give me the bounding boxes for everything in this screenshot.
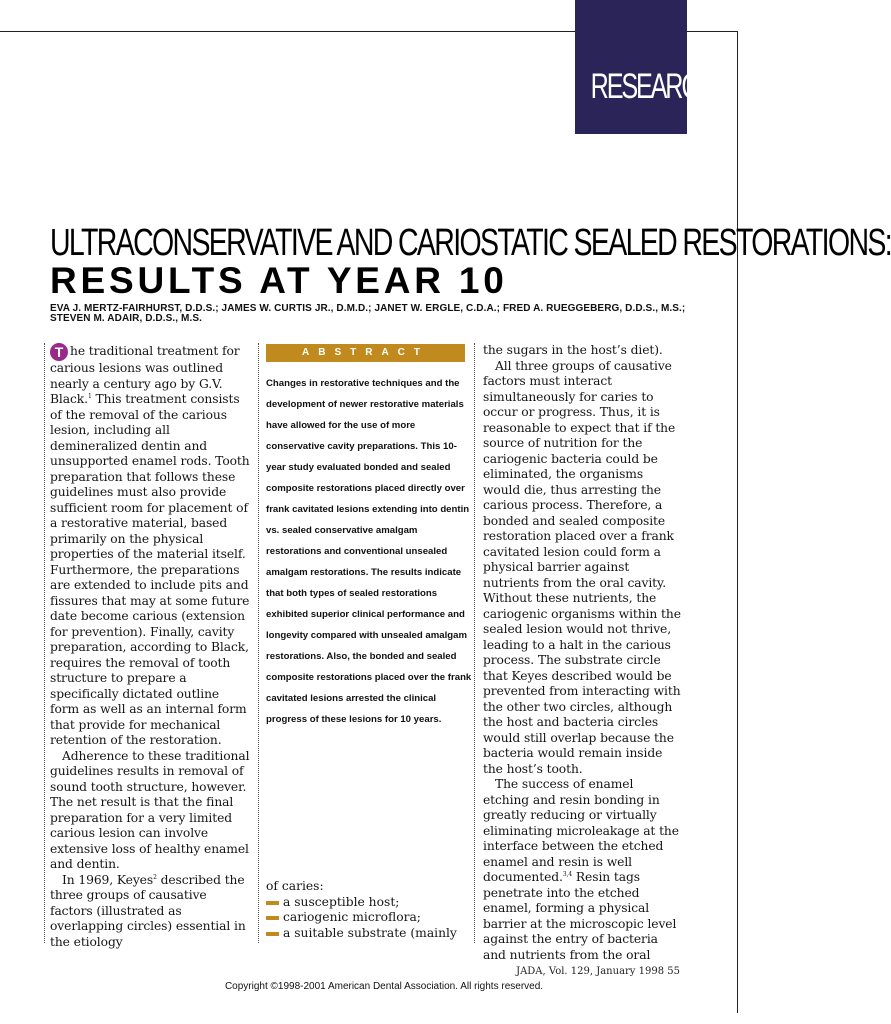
abstract-heading: ABSTRACT <box>266 344 465 362</box>
reference-marker: 2 <box>153 873 157 881</box>
list-item-text: a susceptible host; <box>283 894 400 909</box>
bullet-marker <box>266 932 279 936</box>
column-rule-left <box>44 343 45 943</box>
dropcap: T <box>50 343 68 361</box>
author-list: EVA J. MERTZ-FAIRHURST, D.D.S.; JAMES W. CURTIS JR., D.M.D.; JANET W. ERGLE, C.D.A.; FRED A. RUEGGEBERG, D.D.S., M.S.; STEVEN M. ADAIR, D.D.S., M.S. <box>50 303 686 324</box>
paragraph-text: This treatment consists of the removal of the carious lesion, including all demineralized dentin and unsupported enamel rods. Tooth preparation that follows these guidelines must also provide sufficient room for placement of a restorative material, based primarily on the physical properties of the material itself. Furthermore, the preparations are extended to include pits and fissures that may at some future date become carious (extension for prevention). Finally, cavity preparation, according to Black, requires the removal of tooth structure to prepare a specifically dictated outline form as well as an internal form that provide for mechanical retention of the restoration. <box>50 392 250 747</box>
caries-factor-list <box>266 895 471 942</box>
copyright-notice: Copyright ©1998-2001 American Dental Association. All rights reserved. <box>224 981 544 992</box>
article-title: ULTRACONSERVATIVE AND CARIOSTATIC SEALED RESTORATIONS: <box>50 222 891 264</box>
list-item-text: cariogenic microflora; <box>283 910 421 924</box>
frame-right-rule <box>737 31 738 1013</box>
list-intro: of caries: <box>266 879 324 893</box>
body-column-1 <box>50 343 250 950</box>
paragraph-text: he traditional treatment for carious lesions was outlined nearly a century ago by G.V. Black. <box>50 344 240 406</box>
body-column-2 <box>266 879 471 941</box>
page-folio: JADA, Vol. 129, January 1998 55 <box>516 966 680 977</box>
bullet-marker <box>266 901 279 905</box>
section-tab <box>575 0 714 134</box>
list-item <box>266 895 471 911</box>
abstract-body: Changes in restorative techniques and the development of newer restorative materials have allowed for the use of more conservative cavity preparations. This 10-year study evaluated bonded and sealed composite restorations placed directly over frank cavitated lesions extending into dentin vs. sealed conservative amalgam restorations and conventional unsealed amalgam restorations. The results indicate that both types of sealed restorations exhibited superior clinical performance and longevity compared with unsealed amalgam restorations. Also, the bonded and sealed composite restorations placed over the frank cavitated lesions arrested the clinical progress of these lesions for 10 years. <box>266 378 472 725</box>
paragraph <box>50 873 250 951</box>
bullet-marker <box>266 916 279 920</box>
article-subtitle: RESULTS AT YEAR 10 <box>50 260 508 301</box>
paragraph <box>50 343 250 749</box>
paragraph-text: described the three groups of causative factors (illustrated as overlapping circles) essential in the etiology <box>50 872 246 949</box>
reference-marker: 3,4 <box>562 870 573 878</box>
column-rule-middle-2 <box>474 343 475 943</box>
paragraph: All three groups of causative factors must interact simultaneously for caries to occur or progress. Thus, it is reasonable to expect that if the source of nutrition for the cariogenic bacteria could be eliminated, the organisms would die, thus arresting the carious process. Therefore, a bonded and sealed composite restoration placed over a frank cavitated lesion could form a physical barrier against nutrients from the oral cavity. Without these nutrients, the cariogenic organisms within the sealed lesion would not thrive, leading to a halt in the carious process. The substrate circle that Keyes described would be prevented from interacting with the other two circles, although the host and bacteria circles would still overlap because the bacteria would remain inside the host’s tooth. <box>483 358 681 776</box>
paragraph: the sugars in the host’s diet). <box>483 343 663 357</box>
paragraph-text: Resin tags penetrate into the etched enamel, forming a physical barrier at the microscopic level against the entry of bacteria and nutrients from the oral <box>483 870 677 962</box>
paragraph-text: The success of enamel etching and resin bonding in greatly reducing or virtually eliminating microleakage at the interface between the etched enamel and resin is well documented. <box>483 777 679 884</box>
reference-marker: 1 <box>87 392 92 400</box>
column-rule-middle-1 <box>258 343 259 943</box>
paragraph: Adherence to these traditional guidelines results in removal of sound tooth structure, however. The net result is that the final preparation for a very limited carious lesion can involve extensive loss of healthy enamel and dentin. <box>50 748 250 871</box>
list-item-text: a suitable substrate (mainly <box>283 925 457 940</box>
list-item <box>266 910 471 926</box>
paragraph <box>483 777 683 963</box>
body-column-3 <box>483 343 683 963</box>
list-item <box>266 926 471 942</box>
paragraph-text: In 1969, Keyes <box>62 872 154 887</box>
section-label: RESEARCH <box>590 67 714 106</box>
